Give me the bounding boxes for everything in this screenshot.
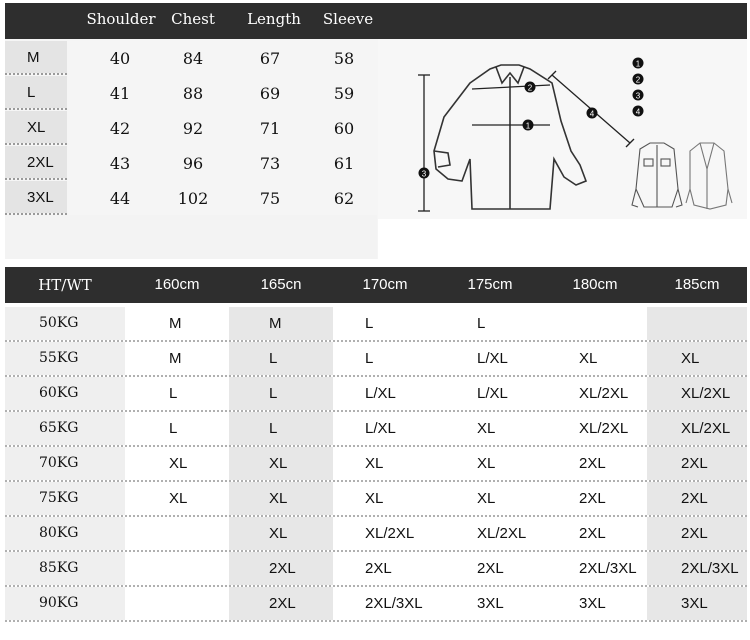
legend-marker-4: 4 bbox=[635, 107, 641, 117]
recommended-size: L/XL bbox=[477, 385, 508, 402]
measurement-value: 43 bbox=[109, 154, 131, 173]
recommended-size: XL bbox=[579, 350, 598, 367]
recommended-size: XL bbox=[169, 490, 188, 507]
size-label: XL bbox=[5, 111, 67, 143]
header-sleeve: Sleeve bbox=[322, 10, 374, 28]
recommended-size: XL bbox=[365, 455, 384, 472]
recommended-size: XL bbox=[169, 455, 188, 472]
recommended-size: M bbox=[229, 307, 333, 340]
measurement-row bbox=[5, 111, 377, 145]
weight-height-table bbox=[5, 267, 747, 619]
weight-row bbox=[5, 377, 747, 412]
recommended-size bbox=[543, 307, 647, 340]
legend-markers bbox=[633, 58, 644, 117]
legend-marker-3: 3 bbox=[635, 91, 641, 101]
marker-3: 3 bbox=[421, 169, 427, 179]
size-label: L bbox=[5, 76, 67, 108]
recommended-size: XL/2XL bbox=[579, 385, 629, 402]
size-label: 3XL bbox=[5, 181, 67, 213]
weight-label: 50KG bbox=[5, 307, 125, 340]
weight-label: 60KG bbox=[5, 377, 125, 410]
header-height-180: 180cm bbox=[572, 276, 618, 293]
measurement-lines bbox=[418, 71, 634, 211]
recommended-size: XL bbox=[477, 420, 496, 437]
measurement-row bbox=[5, 76, 377, 110]
measurement-value: 73 bbox=[259, 154, 281, 173]
measurement-value: 71 bbox=[259, 119, 281, 138]
weight-label: 75KG bbox=[5, 482, 125, 515]
measurement-value: 58 bbox=[333, 49, 355, 68]
header-height-185: 185cm bbox=[674, 276, 720, 293]
marker-2: 2 bbox=[527, 83, 533, 93]
jacket-thumbnail-denim bbox=[632, 143, 682, 207]
recommended-size: XL/2XL bbox=[365, 525, 415, 542]
row-divider bbox=[5, 73, 67, 75]
recommended-size: XL/2XL bbox=[647, 377, 747, 410]
recommended-size: 2XL bbox=[647, 482, 747, 515]
recommended-size bbox=[647, 307, 747, 340]
recommended-size: 3XL bbox=[477, 595, 504, 612]
legend-marker-2: 2 bbox=[635, 75, 641, 85]
recommended-size: XL/2XL bbox=[579, 420, 629, 437]
recommended-size: M bbox=[169, 350, 182, 367]
measurement-value: 84 bbox=[182, 49, 204, 68]
table-filler bbox=[5, 215, 377, 259]
weight-row bbox=[5, 412, 747, 447]
measurement-value: 44 bbox=[109, 189, 131, 208]
weight-row bbox=[5, 342, 747, 377]
recommended-size: L bbox=[169, 385, 178, 402]
recommended-size: XL bbox=[229, 482, 333, 515]
recommended-size bbox=[125, 552, 229, 585]
recommended-size: L bbox=[169, 420, 178, 437]
recommended-size: L bbox=[477, 315, 486, 332]
measurement-row bbox=[5, 41, 377, 75]
recommended-size: 2XL/3XL bbox=[579, 560, 637, 577]
size-label: M bbox=[5, 41, 67, 73]
weight-label: 70KG bbox=[5, 447, 125, 480]
measurement-value: 67 bbox=[259, 49, 281, 68]
recommended-size: XL bbox=[477, 455, 496, 472]
weight-label: 80KG bbox=[5, 517, 125, 550]
recommended-size: L bbox=[229, 342, 333, 375]
recommended-size: L/XL bbox=[365, 385, 396, 402]
recommended-size: 2XL/3XL bbox=[365, 595, 423, 612]
measurement-header bbox=[5, 3, 747, 39]
shirt-diagram-svg bbox=[378, 39, 747, 219]
diagram-spacer bbox=[378, 219, 747, 259]
recommended-size: L bbox=[229, 377, 333, 410]
measurement-value: 40 bbox=[109, 49, 131, 68]
recommended-size bbox=[125, 517, 229, 550]
recommended-size: XL bbox=[647, 342, 747, 375]
recommended-size bbox=[125, 587, 229, 620]
recommended-size: 2XL/3XL bbox=[647, 552, 747, 585]
recommended-size: L bbox=[365, 350, 374, 367]
recommended-size: 2XL bbox=[647, 517, 747, 550]
row-divider bbox=[5, 108, 67, 110]
measurement-value: 102 bbox=[177, 189, 209, 208]
recommended-size: L/XL bbox=[365, 420, 396, 437]
recommended-size: L/XL bbox=[477, 350, 508, 367]
recommended-size: 3XL bbox=[579, 595, 606, 612]
weight-row bbox=[5, 307, 747, 342]
header-ht-wt: HT/WT bbox=[38, 276, 92, 294]
recommended-size: 2XL bbox=[365, 560, 392, 577]
measurement-row bbox=[5, 146, 377, 180]
measurement-value: 88 bbox=[182, 84, 204, 103]
row-divider bbox=[5, 178, 67, 180]
measurement-value: 96 bbox=[182, 154, 204, 173]
recommended-size: 2XL bbox=[579, 490, 606, 507]
row-divider bbox=[5, 620, 747, 622]
header-height-170: 170cm bbox=[362, 276, 408, 293]
recommended-size: 2XL bbox=[579, 455, 606, 472]
weight-label: 55KG bbox=[5, 342, 125, 375]
size-label: 2XL bbox=[5, 146, 67, 178]
weight-label: 90KG bbox=[5, 587, 125, 620]
measurement-table bbox=[5, 3, 747, 259]
measurement-value: 75 bbox=[259, 189, 281, 208]
shirt-measurement-diagram bbox=[378, 39, 747, 219]
marker-1: 1 bbox=[525, 121, 531, 131]
measurement-value: 62 bbox=[333, 189, 355, 208]
recommended-size: 2XL bbox=[229, 587, 333, 620]
header-height-160: 160cm bbox=[154, 276, 200, 293]
measurement-value: 69 bbox=[259, 84, 281, 103]
recommended-size: 2XL bbox=[477, 560, 504, 577]
header-height-175: 175cm bbox=[467, 276, 513, 293]
recommended-size: L bbox=[229, 412, 333, 445]
weight-height-header bbox=[5, 267, 747, 303]
header-chest: Chest bbox=[171, 10, 215, 28]
recommended-size: XL bbox=[477, 490, 496, 507]
recommended-size: XL bbox=[229, 447, 333, 480]
recommended-size: XL/2XL bbox=[647, 412, 747, 445]
row-divider bbox=[5, 143, 67, 145]
weight-row bbox=[5, 517, 747, 552]
header-shoulder: Shoulder bbox=[86, 10, 156, 28]
recommended-size: 2XL bbox=[229, 552, 333, 585]
recommended-size: 2XL bbox=[579, 525, 606, 542]
measurement-value: 42 bbox=[109, 119, 131, 138]
measurement-row bbox=[5, 181, 377, 215]
weight-row bbox=[5, 447, 747, 482]
header-height-165: 165cn bbox=[260, 276, 302, 293]
legend-marker-1: 1 bbox=[635, 59, 641, 69]
recommended-size: 2XL bbox=[647, 447, 747, 480]
recommended-size: L bbox=[365, 315, 374, 332]
recommended-size: XL bbox=[229, 517, 333, 550]
measurement-value: 92 bbox=[182, 119, 204, 138]
measurement-value: 61 bbox=[333, 154, 355, 173]
weight-row bbox=[5, 552, 747, 587]
measurement-value: 60 bbox=[333, 119, 355, 138]
recommended-size: XL bbox=[365, 490, 384, 507]
marker-4: 4 bbox=[589, 109, 595, 119]
measurement-value: 41 bbox=[109, 84, 131, 103]
recommended-size: M bbox=[169, 315, 182, 332]
measurement-value: 59 bbox=[333, 84, 355, 103]
recommended-size: XL/2XL bbox=[477, 525, 527, 542]
weight-row bbox=[5, 482, 747, 517]
weight-label: 85KG bbox=[5, 552, 125, 585]
weight-label: 65KG bbox=[5, 412, 125, 445]
diagram-markers bbox=[419, 82, 598, 179]
weight-row bbox=[5, 587, 747, 622]
header-length: Length bbox=[247, 10, 301, 28]
jacket-thumbnail-blazer bbox=[686, 143, 732, 209]
recommended-size: 3XL bbox=[647, 587, 747, 620]
